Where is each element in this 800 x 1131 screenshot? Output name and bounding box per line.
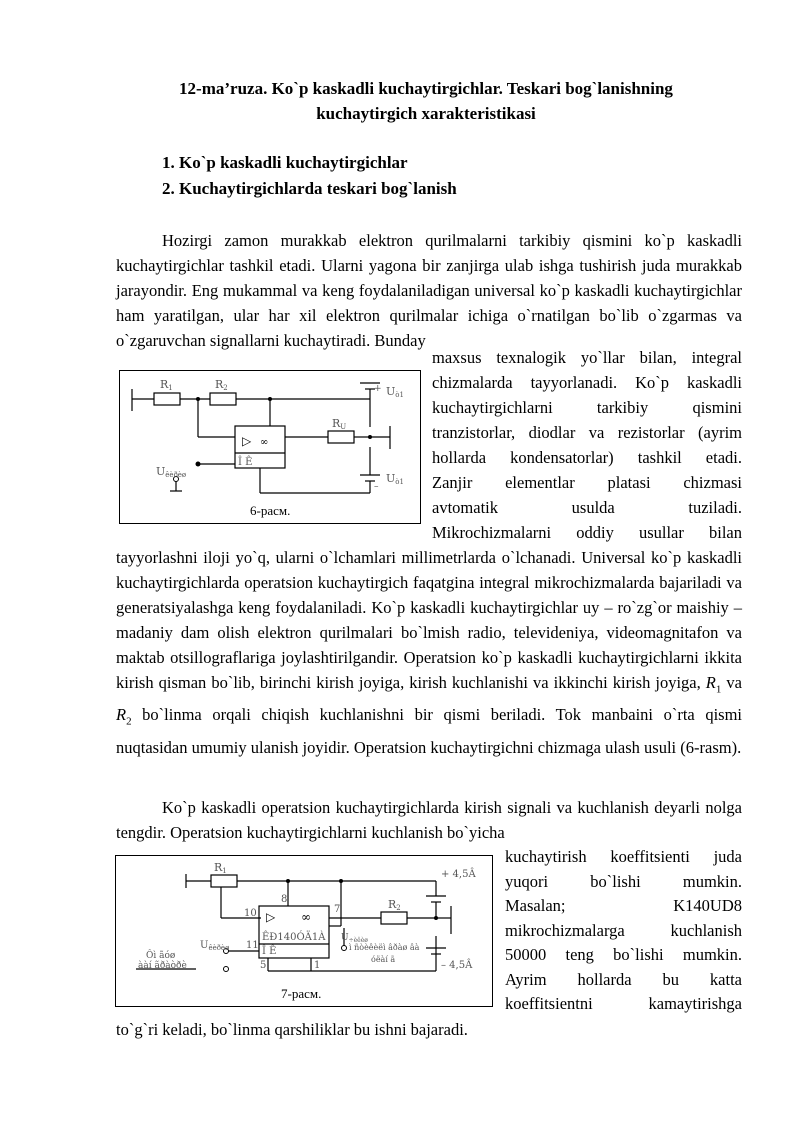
side-line: maxsus texnalogik yo`llar bilan, integral (432, 348, 742, 367)
fig7-u-output-label: $U_{\div èêèø}$ (341, 933, 368, 944)
fig7-pin-8: 8 (281, 894, 288, 905)
fig7-left-note-1: Ôì ãóø (146, 951, 176, 961)
paragraph-2-end: to`g`ri keladi, bo`linma qarshiliklar bu ishni bajaradi. (116, 1020, 468, 1039)
fig7-pin-11: 11 (246, 940, 259, 951)
figure-7-k140ud1-circuit (115, 855, 493, 1007)
r1-symbol: R (705, 673, 716, 692)
fig6-u-top-label: Uò1 (386, 385, 404, 399)
side-line: chizmalarda tayyorlanadi. Ko`p kaskadli (432, 373, 742, 392)
side-line: hollarda kondensatorlar) tashkil etadi. (432, 448, 742, 467)
side-line: kuchaytirish koeffitsienti juda (505, 847, 742, 866)
paragraph-1-intro: Hozirgi zamon murakkab elektron qurilmalarni tarkibiy qismini ko`p kaskadli kuchaytirgichlar tashkil etadi. Ularni yagona bir zanjirga ulab ishga tushirish juda murakkab jarayondir. Eng mukammal va keng foydalaniladigan universal ko`p kaskadli kuchaytirgichlar ham yaratilgan, ular har xil elektron qurilmalar ichiga o`rnatilgan bo`lib o`zgarmas va o`zgaruvchan signallarni kuchaytiradi. Bunday (116, 231, 742, 350)
fig7-vminus-label: – 4,5Â (441, 960, 473, 971)
fig6-r2-label: R2 (215, 378, 228, 392)
fig7-infinity-icon: ∞ (301, 910, 311, 924)
paragraph-1-side-column (432, 345, 742, 545)
fig7-output-note: ì ñòèêèëì âðàø âà (349, 943, 420, 952)
r2-symbol: R (116, 705, 127, 725)
fig7-left-note-2: ààí ãðàòðè (138, 961, 187, 971)
fig7-u-input-label: $U_{êèðèø}$ (200, 940, 230, 952)
side-line: yuqori bo`lishi mumkin. (505, 871, 742, 891)
side-line: 50000 teng bo`lishi mumkin. (505, 945, 742, 964)
fig6-plus-sign: + (374, 384, 382, 394)
fig7-pin-7: 7 (334, 904, 341, 915)
fig6-u-bottom-label: Uò1 (386, 472, 404, 486)
title-line-2: kuchaytirgich xarakteristikasi (316, 104, 536, 123)
side-line: Zanjir elementlar platasi chizmasi (432, 473, 742, 492)
fig6-rl-label: RU (332, 417, 347, 431)
figure-6-opamp-circuit (119, 370, 421, 524)
figure-6-caption: 6-расм. (250, 503, 291, 518)
topic-item-1: 1. Ko`p kaskadli kuchaytirgichlar (162, 153, 408, 172)
paragraph-2-side-column (505, 845, 742, 1017)
fig6-minus-sign: – (374, 482, 379, 492)
fig6-opamp-triangle-icon: ▷ (242, 434, 252, 448)
input-node (196, 462, 201, 467)
figure-6-schematic (120, 371, 420, 523)
fig6-ok-label: Î Ê (238, 457, 253, 468)
topic-item-2: 2. Kuchaytirgichlarda teskari bog`lanish (162, 179, 457, 198)
fig7-vplus-label: + 4,5Â (441, 869, 476, 880)
fig7-pin-10: 10 (244, 908, 257, 919)
fig6-infinity-icon: ∞ (260, 437, 269, 448)
side-line: Masalan; K140UD8 (505, 896, 742, 915)
fig7-pin-1: 1 (314, 960, 321, 971)
fig7-r1-label: R1 (214, 861, 227, 875)
title-line-1: 12-ma’ruza. Ko`p kaskadli kuchaytirgichlar. Teskari bog`lanishning (179, 79, 673, 98)
paragraph-1-continuation (116, 545, 742, 760)
conjunction-va: va (721, 673, 742, 692)
lecture-title (110, 76, 742, 126)
figure-7-caption: 7-расм. (281, 986, 322, 1001)
fig6-u-input-label: Uêèðèø (156, 465, 187, 479)
r1-subscript: 1 (715, 683, 722, 696)
para1-text-a: tayyorlashni iloji yo`q, ularni o`lchamlari millimetrlarda o`lchanadi. Universal ko`p kaskadli kuchaytirgichlarda operatsion kuchaytirgich faqatgina integral mikrochizmalarda bajariladi va generatsiyalashga keng foydalaniladi. Ko`p kaskadli kuchaytirgichlar uy – ro`zg`or maishiy – madaniy dam olish elektron qurilmalari bo`lmish radio, televideniya, videomagnitafon va maktab otsillograflariga joylashtirilgandir. Operatsion ko`p kaskadli kuchaytirgichlarni ikkita kirish qisman bo`lib, birinchi kirish joyiga, kirish kuchlanishi va ikkinchi kirish joyiga, (116, 548, 742, 692)
fig7-ok-label: Î Ê (262, 946, 277, 957)
fig7-output-note-2: óëàí ã (371, 955, 396, 964)
fig7-opamp-triangle-icon: ▷ (266, 910, 276, 924)
fig7-pin-5: 5 (260, 960, 267, 971)
para1-text-b: bo`linma orqali chiqish kuchlanishni bir qismi beriladi. Tok manbaini o`rta qismi nuqtasidan umumiy ulanish joyidir. Operatsion kuchaytirgichni chizmaga ulash usuli (6-rasm). (116, 705, 742, 757)
fig7-chip-label: ÊÐ140ÓÄ1À (262, 932, 326, 943)
side-line: koeffitsientni kamaytirishga (505, 994, 742, 1013)
figure-7-schematic (116, 856, 492, 1006)
side-line: Ayrim hollarda bu katta (505, 969, 742, 989)
side-line: avtomatik usulda tuziladi. (432, 498, 742, 517)
side-line: mikrochizmalarga kuchlanish (505, 920, 742, 940)
r2-subscript: 2 (126, 715, 132, 728)
side-line: Mikrochizmalarni oddiy usullar bilan (432, 523, 742, 542)
side-line: kuchaytirgichlarni tarkibiy qismini (432, 398, 742, 417)
topics-list (162, 150, 457, 202)
paragraph-2-intro: Ko`p kaskadli operatsion kuchaytirgichlarda kirish signali va kuchlanish deyarli nolga tengdir. Operatsion kuchaytirgichlarni kuchlanish bo`yicha (116, 798, 742, 842)
fig7-r2-label: R2 (388, 898, 401, 912)
fig6-r1-label: R1 (160, 378, 173, 392)
side-line: tranzistorlar, diodlar va rezistorlar (ayrim (432, 423, 742, 442)
